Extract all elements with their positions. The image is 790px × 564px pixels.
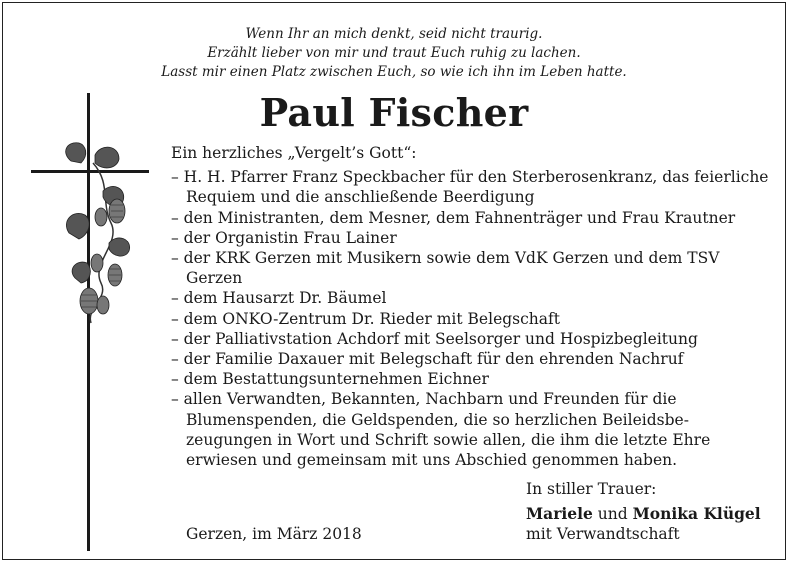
list-item: – dem Hausarzt Dr. Bäumel — [171, 289, 387, 308]
list-item: – der KRK Gerzen mit Musikern sowie dem VdK Gerzen und dem TSV Gerzen — [171, 249, 720, 288]
deceased-name: Paul Fischer — [259, 90, 529, 135]
list-item: – der Organistin Frau Lainer — [171, 228, 397, 247]
poem-line: Lasst mir einen Platz zwischen Euch, so wie ich ihn im Leben hatte. — [161, 64, 627, 80]
cross-with-hop-vine-icon — [31, 93, 151, 553]
list-item: – dem ONKO-Zentrum Dr. Rieder mit Belegschaft — [171, 309, 560, 328]
mourning-label: In stiller Trauer: — [526, 480, 657, 498]
list-item: – dem Bestattungsunternehmen Eichner — [171, 370, 489, 389]
mourners — [526, 504, 761, 544]
list-item: – der Palliativstation Achdorf mit Seelsorger und Hospizbegleitung — [171, 329, 698, 348]
thanks-intro: Ein herzliches „Vergelt’s Gott“: — [171, 144, 417, 162]
list-item: – H. H. Pfarrer Franz Speckbacher für den Sterberosenkranz, das feierliche Requiem und die anschließende Beerdigung — [171, 168, 769, 207]
poem-line: Erzählt lieber von mir und traut Euch ruhig zu lachen. — [207, 45, 581, 61]
poem — [3, 25, 785, 82]
thanks-section — [171, 143, 771, 470]
list-item: – der Familie Daxauer mit Belegschaft für den ehrenden Nachruf — [171, 350, 684, 369]
mourner-connector: und — [592, 505, 633, 523]
poem-line: Wenn Ihr an mich denkt, seid nicht traurig. — [245, 26, 543, 42]
list-item: – allen Verwandten, Bekannten, Nachbarn und Freunden für die Blumenspenden, die Geldspenden, die so herzlichen Beileidsbe-zeugungen in Wort und Schrift sowie allen, die ihm die letzte Ehre erwiesen und gemeinsam mit uns Abschied genommen haben. — [171, 390, 711, 470]
list-item: – den Ministranten, dem Mesner, dem Fahnenträger und Frau Krautner — [171, 208, 736, 227]
obituary-notice — [2, 2, 786, 560]
place-date: Gerzen, im März 2018 — [186, 525, 362, 543]
mourners-suffix: mit Verwandtschaft — [526, 525, 680, 543]
mourner-name: Monika Klügel — [632, 504, 761, 523]
mourner-name: Mariele — [526, 504, 593, 523]
thanks-list — [171, 167, 771, 470]
